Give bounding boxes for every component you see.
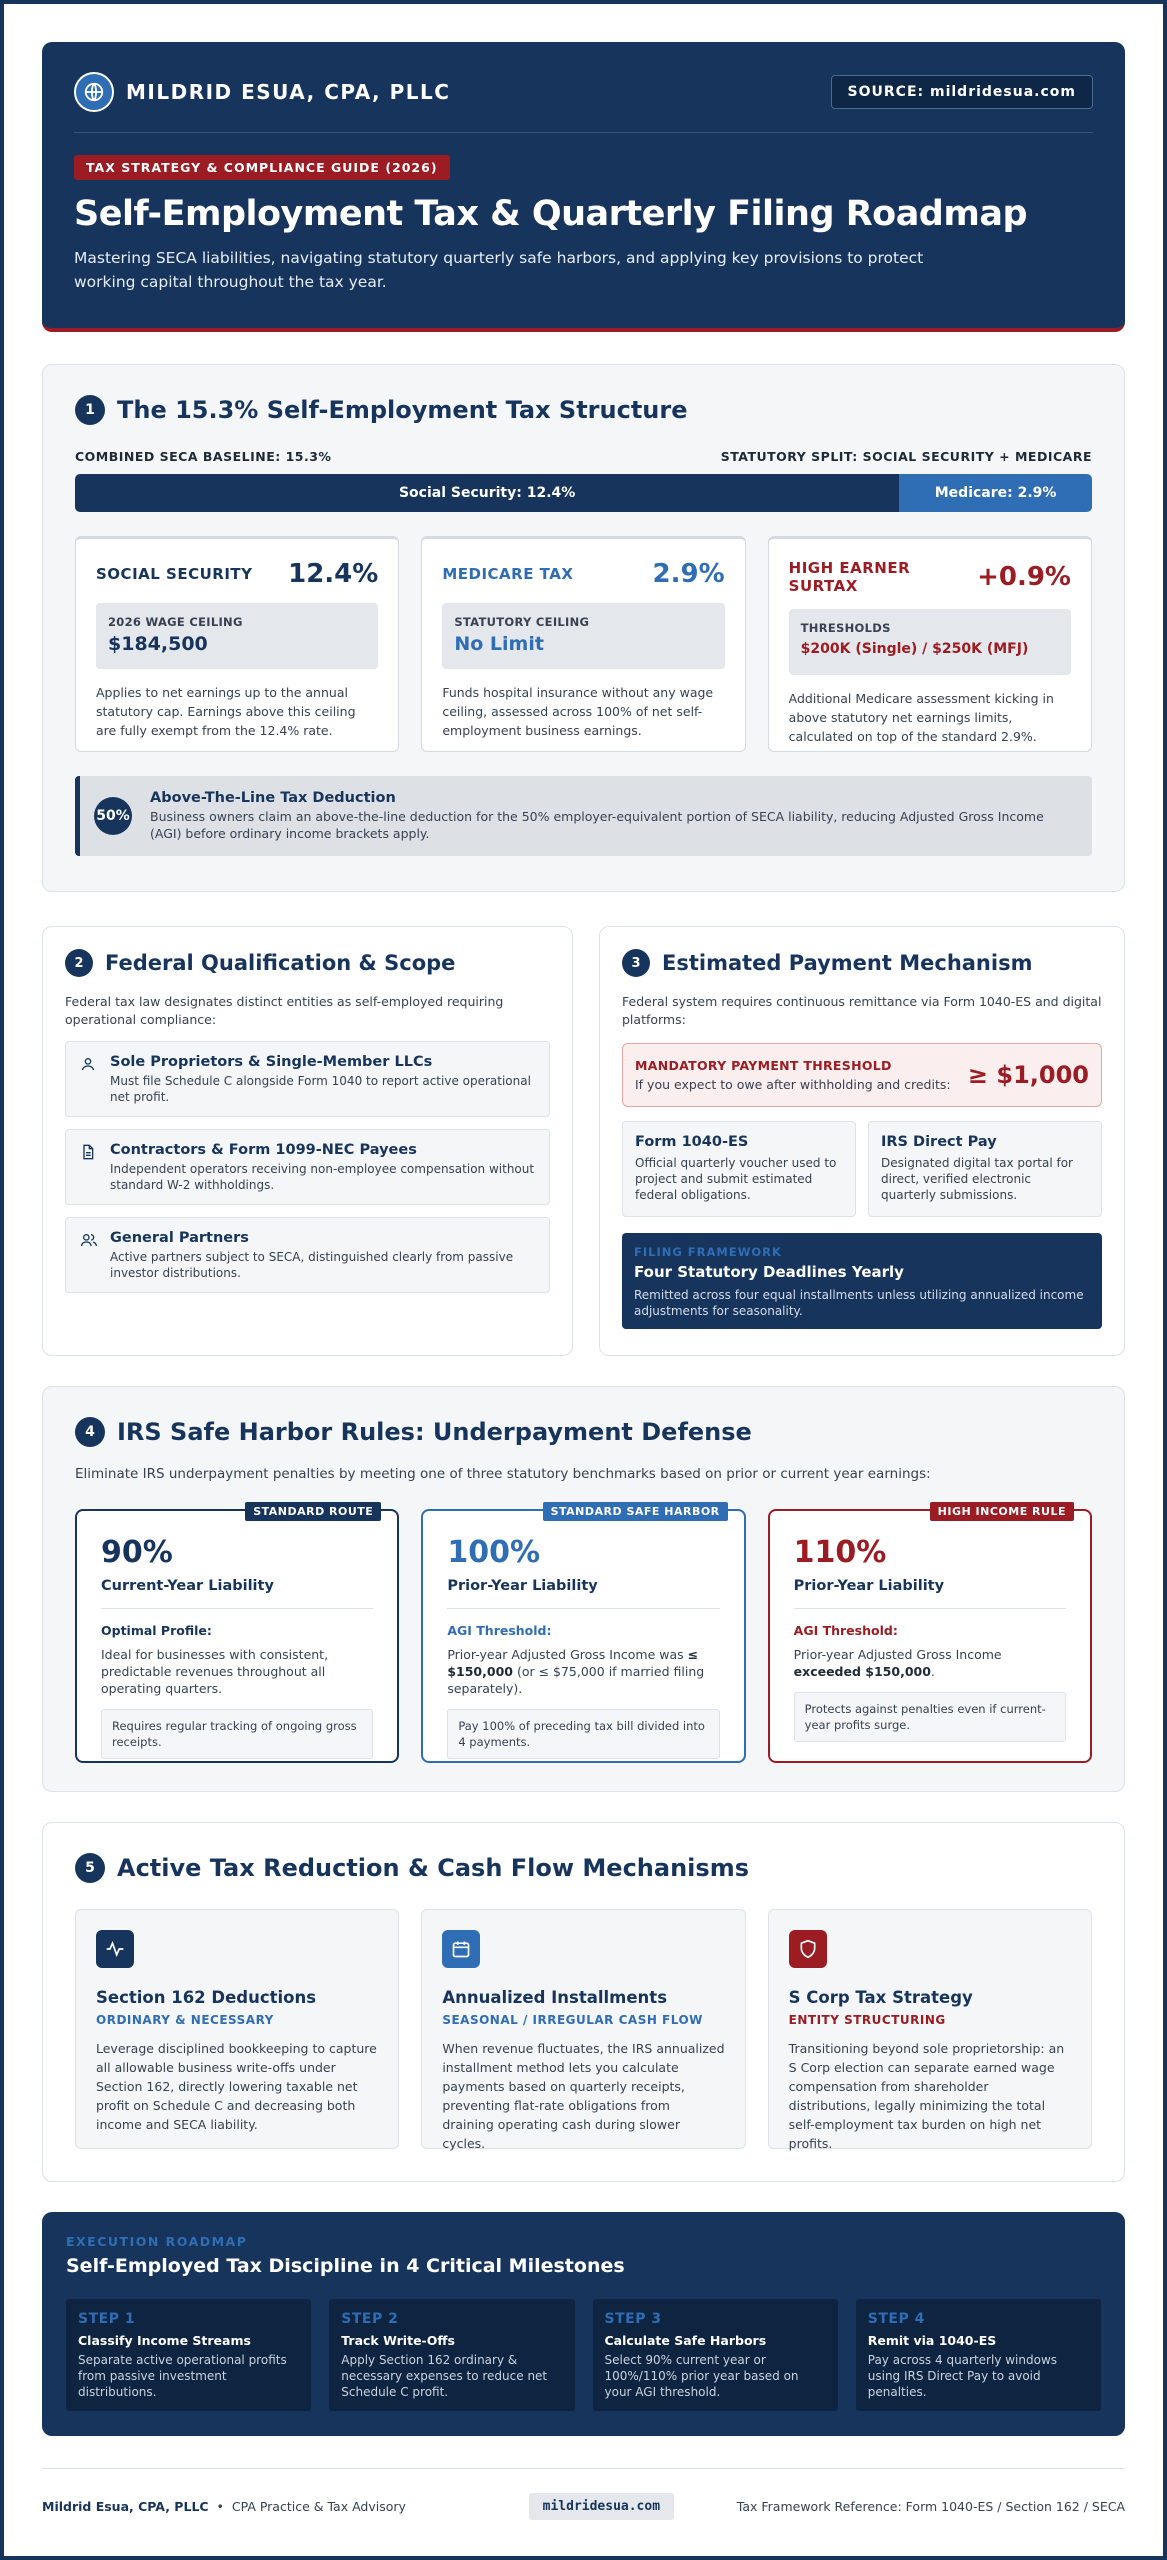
harbor-card-110	[768, 1505, 1092, 1763]
roadmap-kicker: EXECUTION ROADMAP	[66, 2234, 248, 2249]
page-title: Self-Employment Tax & Quarterly Filing Roadmap	[74, 194, 1028, 234]
roadmap-title: Self-Employed Tax Discipline in 4 Critical Milestones	[66, 2255, 625, 2277]
step-description: Select 90% current year or 100%/110% prior year based on your AGI threshold.	[604, 2353, 799, 2399]
section-title: The 15.3% Self-Employment Tax Structure	[117, 396, 688, 424]
card-title: Annualized Installments	[442, 1988, 668, 2007]
harbor-card-90	[75, 1505, 399, 1763]
irs-direct-pay-box	[868, 1121, 1102, 1217]
medicare-segment: Medicare: 2.9%	[899, 474, 1092, 512]
harbor-tag: STANDARD SAFE HARBOR	[543, 1502, 728, 1521]
seca-split-bar	[75, 474, 1092, 512]
card-box	[96, 603, 378, 669]
card-kicker: ENTITY STRUCTURING	[788, 2013, 946, 2027]
execution-roadmap	[42, 2212, 1125, 2436]
step-title: Calculate Safe Harbors	[604, 2333, 767, 2348]
medicare-card	[421, 536, 745, 752]
users-icon	[80, 1230, 98, 1280]
card-kicker: ORDINARY & NECESSARY	[96, 2013, 274, 2027]
header-banner	[42, 42, 1125, 332]
roadmap-step	[66, 2299, 311, 2411]
brand-name: MILDRID ESUA, CPA, PLLC	[126, 80, 451, 104]
filing-framework	[622, 1233, 1102, 1329]
card-box	[789, 609, 1071, 675]
item-title: General Partners	[110, 1230, 249, 1246]
annualized-installments-card	[421, 1909, 745, 2149]
box-value: $184,500	[108, 633, 208, 655]
section-title: Federal Qualification & Scope	[105, 951, 456, 975]
harbor-note: Requires regular tracking of ongoing gross receipts.	[101, 1709, 373, 1759]
card-rate: +0.9%	[977, 562, 1071, 592]
box-title: IRS Direct Pay	[881, 1134, 997, 1150]
guide-badge: TAX STRATEGY & COMPLIANCE GUIDE (2026)	[74, 155, 450, 180]
card-description: Leverage disciplined bookkeeping to capture all allowable business write-offs under Section 162, directly lowering taxable net profit on Schedule C and decreasing both income and SECA liability.	[96, 2041, 377, 2132]
card-description: Applies to net earnings up to the annual statutory cap. Earnings above this ceiling are fully exempt from the 12.4% rate.	[96, 685, 356, 738]
page-subtitle: Mastering SECA liabilities, navigating statutory quarterly safe harbors, and applying key provisions to protect working capital throughout the tax year.	[74, 249, 924, 291]
section-estimated-payment	[599, 926, 1125, 1356]
harbor-note: Pay 100% of preceding tax bill divided into 4 payments.	[447, 1709, 719, 1759]
card-label: MEDICARE TAX	[442, 565, 574, 583]
deduction-title: Above-The-Line Tax Deduction	[150, 790, 396, 806]
harbor-percent: 110%	[793, 1535, 887, 1570]
framework-kicker: FILING FRAMEWORK	[634, 1245, 782, 1259]
card-label: HIGH EARNER SURTAX	[788, 559, 911, 595]
box-label: 2026 WAGE CEILING	[108, 615, 243, 629]
item-description: Active partners subject to SECA, distinguished clearly from passive investor distributions.	[110, 1250, 514, 1280]
box-value: $200K (Single) / $250K (MFJ)	[800, 641, 1029, 657]
combined-baseline-label: COMBINED SECA BASELINE: 15.3%	[75, 449, 332, 464]
step-number: STEP 2	[341, 2311, 399, 2327]
roadmap-step	[856, 2299, 1101, 2411]
item-title: Contractors & Form 1099-NEC Payees	[110, 1142, 417, 1158]
qualification-item	[65, 1217, 550, 1293]
section-number: 1	[75, 395, 105, 425]
statutory-split-label: STATUTORY SPLIT: SOCIAL SECURITY + MEDICARE	[720, 449, 1092, 464]
card-description: When revenue fluctuates, the IRS annualized installment method lets you calculate payments based on quarterly receipts, preventing flat-rate obligations from draining operating cash during slower cycles.	[442, 2041, 725, 2151]
section-title: Active Tax Reduction & Cash Flow Mechanisms	[117, 1854, 749, 1882]
step-title: Track Write-Offs	[341, 2333, 455, 2348]
harbor-card-100	[421, 1505, 745, 1763]
box-description: Designated digital tax portal for direct, verified electronic quarterly submissions.	[881, 1156, 1073, 1202]
step-title: Classify Income Streams	[78, 2333, 251, 2348]
item-description: Independent operators receiving non-employee compensation without standard W-2 withholdings.	[110, 1162, 535, 1192]
card-kicker: SEASONAL / IRREGULAR CASH FLOW	[442, 2013, 703, 2027]
step-description: Apply Section 162 ordinary & necessary expenses to reduce net Schedule C profit.	[341, 2353, 548, 2399]
social-security-card	[75, 536, 399, 752]
brand	[74, 72, 450, 112]
qualification-item	[65, 1129, 550, 1205]
section-seca-structure	[42, 364, 1125, 892]
framework-description: Remitted across four equal installments unless utilizing annualized income adjustments for seasonality.	[634, 1288, 1084, 1318]
section-intro: Federal tax law designates distinct entities as self-employed requiring operational compliance:	[65, 994, 504, 1027]
section-number: 2	[65, 949, 93, 977]
card-rate: 2.9%	[652, 559, 725, 589]
footer-separator: •	[216, 2499, 224, 2514]
box-value: No Limit	[454, 633, 544, 655]
calendar-icon	[442, 1930, 480, 1968]
harbor-percent: 100%	[447, 1535, 541, 1570]
harbor-description: Ideal for businesses with consistent, predictable revenues throughout all operating quarters.	[101, 1647, 329, 1696]
box-label: STATUTORY CEILING	[454, 615, 590, 629]
harbor-description: Prior-year Adjusted Gross Income exceeded $150,000.	[793, 1647, 1002, 1679]
harbor-kicker: AGI Threshold:	[793, 1623, 898, 1638]
card-description: Transitioning beyond sole proprietorship: an S Corp election can separate earned wage compensation from shareholder distributions, legally minimizing the total self-employment tax burden on high net profits.	[788, 2041, 1065, 2151]
deduction-callout	[75, 776, 1092, 856]
step-number: STEP 1	[78, 2311, 136, 2327]
footer-practice: CPA Practice & Tax Advisory	[231, 2499, 406, 2514]
harbor-subtitle: Current-Year Liability	[101, 1578, 373, 1609]
item-title: Sole Proprietors & Single-Member LLCs	[110, 1054, 433, 1070]
section-162-card	[75, 1909, 399, 2149]
footer-reference: Tax Framework Reference: Form 1040-ES / Section 162 / SECA	[736, 2499, 1125, 2514]
roadmap-step	[329, 2299, 574, 2411]
activity-icon	[96, 1930, 134, 1968]
footer-site-link[interactable]: mildridesua.com	[529, 2493, 674, 2520]
section-safe-harbor	[42, 1386, 1125, 1792]
document-icon	[80, 1142, 98, 1192]
high-earner-card	[768, 536, 1092, 752]
mandatory-threshold	[622, 1043, 1102, 1107]
section-number: 4	[75, 1417, 105, 1447]
section-title: Estimated Payment Mechanism	[662, 951, 1033, 975]
footer-firm	[42, 2499, 406, 2514]
s-corp-card	[768, 1909, 1092, 2149]
form-1040es-box	[622, 1121, 856, 1217]
qualification-item	[65, 1041, 550, 1117]
framework-title: Four Statutory Deadlines Yearly	[634, 1263, 904, 1281]
deduction-description: Business owners claim an above-the-line deduction for the 50% employer-equivalent portion of SECA liability, reducing Adjusted Gross Income (AGI) before ordinary income brackets apply.	[150, 809, 1044, 841]
harbor-tag: STANDARD ROUTE	[245, 1502, 381, 1521]
roadmap-step	[593, 2299, 838, 2411]
section-intro: Eliminate IRS underpayment penalties by meeting one of three statutory benchmarks based on prior or current year earnings:	[75, 1466, 931, 1482]
source-link[interactable]: SOURCE: mildridesua.com	[831, 75, 1093, 109]
section-title: IRS Safe Harbor Rules: Underpayment Defense	[117, 1418, 752, 1446]
item-description: Must file Schedule C alongside Form 1040 to report active operational net profit.	[110, 1074, 531, 1104]
section-federal-qualification	[42, 926, 573, 1356]
harbor-kicker: AGI Threshold:	[447, 1623, 552, 1638]
social-security-segment: Social Security: 12.4%	[75, 474, 899, 512]
globe-icon	[74, 72, 114, 112]
footer	[42, 2468, 1125, 2520]
threshold-value: ≥ $1,000	[967, 1061, 1089, 1089]
section-tax-reduction	[42, 1822, 1125, 2182]
step-description: Pay across 4 quarterly windows using IRS Direct Pay to avoid penalties.	[867, 2353, 1058, 2399]
harbor-tag: HIGH INCOME RULE	[930, 1502, 1074, 1521]
card-box	[442, 603, 724, 669]
harbor-note: Protects against penalties even if current-year profits surge.	[794, 1692, 1066, 1742]
card-description: Additional Medicare assessment kicking in above statutory net earnings limits, calculated on top of the standard 2.9%.	[788, 691, 1054, 744]
section-intro: Federal system requires continuous remittance via Form 1040-ES and digital platforms:	[622, 994, 1102, 1027]
harbor-subtitle: Prior-Year Liability	[794, 1578, 1066, 1609]
card-label: SOCIAL SECURITY	[96, 565, 253, 583]
card-rate: 12.4%	[288, 559, 379, 589]
harbor-percent: 90%	[101, 1535, 173, 1570]
box-description: Official quarterly voucher used to project and submit estimated federal obligations.	[635, 1156, 837, 1202]
card-title: S Corp Tax Strategy	[788, 1988, 973, 2007]
box-label: THRESHOLDS	[800, 621, 891, 635]
harbor-subtitle: Prior-Year Liability	[447, 1578, 719, 1609]
header-divider	[74, 132, 1093, 133]
user-icon	[80, 1054, 98, 1104]
step-number: STEP 4	[867, 2311, 925, 2327]
threshold-description: If you expect to owe after withholding and credits:	[635, 1077, 951, 1092]
shield-icon	[789, 1930, 827, 1968]
harbor-description: Prior-year Adjusted Gross Income was ≤ $150,000 (or ≤ $75,000 if married filing separately).	[447, 1647, 705, 1696]
step-title: Remit via 1040-ES	[867, 2333, 997, 2348]
harbor-kicker: Optimal Profile:	[101, 1623, 212, 1638]
box-title: Form 1040-ES	[635, 1134, 749, 1150]
card-description: Funds hospital insurance without any wage ceiling, assessed across 100% of net self-employment business earnings.	[442, 685, 714, 738]
card-title: Section 162 Deductions	[96, 1988, 317, 2007]
threshold-title: MANDATORY PAYMENT THRESHOLD	[635, 1058, 892, 1073]
deduction-badge: 50%	[94, 797, 132, 835]
step-number: STEP 3	[604, 2311, 662, 2327]
footer-firm-name: Mildrid Esua, CPA, PLLC	[42, 2499, 209, 2514]
section-number: 3	[622, 949, 650, 977]
section-number: 5	[75, 1853, 105, 1883]
step-description: Separate active operational profits from passive investment distributions.	[78, 2353, 287, 2399]
